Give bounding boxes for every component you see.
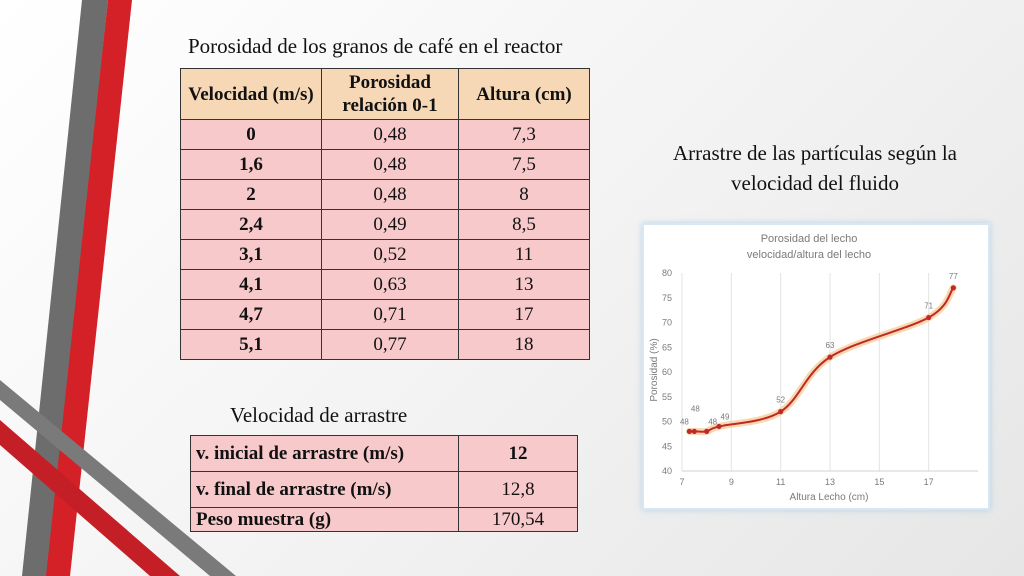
- data-point: [687, 429, 692, 434]
- final-velocity-value: 12,8: [459, 472, 578, 508]
- data-point: [704, 429, 709, 434]
- table-row: [191, 436, 578, 472]
- table-row: [181, 330, 590, 360]
- y-tick-label: 70: [661, 317, 672, 328]
- velocity-cell: 4,7: [181, 300, 322, 330]
- y-axis-label: Porosidad (%): [649, 338, 660, 402]
- porosity-cell: 0,71: [322, 300, 459, 330]
- sample-weight-value: 170,54: [459, 508, 578, 532]
- table-row: [181, 270, 590, 300]
- data-label: 63: [825, 341, 835, 351]
- table-row: [181, 150, 590, 180]
- header-height: Altura (cm): [459, 69, 590, 120]
- y-tick-label: 55: [661, 391, 672, 402]
- final-velocity-label: v. final de arrastre (m/s): [191, 472, 459, 508]
- table-header-row: [181, 69, 590, 120]
- porosity-cell: 0,52: [322, 240, 459, 270]
- initial-velocity-label: v. inicial de arrastre (m/s): [191, 436, 459, 472]
- x-axis-label: Altura Lecho (cm): [789, 492, 869, 503]
- velocity-cell: 5,1: [181, 330, 322, 360]
- data-point: [951, 285, 956, 290]
- chart-subtitle: velocidad/altura del lecho: [746, 249, 872, 261]
- y-tick-label: 80: [661, 268, 672, 278]
- x-tick-label: 15: [874, 477, 885, 487]
- y-tick-label: 75: [661, 292, 672, 303]
- velocity-cell: 0: [181, 120, 322, 150]
- table-row: [181, 210, 590, 240]
- data-label: 48: [708, 417, 718, 427]
- height-cell: 8: [459, 180, 590, 210]
- sample-weight-label: Peso muestra (g): [191, 508, 459, 532]
- porosity-table: [180, 68, 590, 360]
- x-tick-label: 17: [923, 477, 934, 487]
- porosity-cell: 0,48: [322, 120, 459, 150]
- table-row: [191, 508, 578, 532]
- data-point: [827, 355, 832, 360]
- y-tick-label: 45: [661, 441, 672, 452]
- porosity-cell: 0,48: [322, 150, 459, 180]
- velocity-cell: 1,6: [181, 150, 322, 180]
- porosity-cell: 0,49: [322, 210, 459, 240]
- data-point: [926, 315, 931, 320]
- height-cell: 7,3: [459, 120, 590, 150]
- header-velocity: Velocidad (m/s): [181, 69, 322, 120]
- x-tick-label: 13: [824, 477, 836, 487]
- y-tick-label: 60: [661, 367, 672, 377]
- table-row: [181, 180, 590, 210]
- y-tick-label: 40: [661, 466, 672, 476]
- height-cell: 7,5: [459, 150, 590, 180]
- drag-velocity-table: [190, 435, 578, 532]
- height-cell: 11: [459, 240, 590, 270]
- velocity-cell: 3,1: [181, 240, 322, 270]
- series-glow: [689, 288, 953, 432]
- data-label: 49: [720, 412, 730, 422]
- x-tick-label: 9: [728, 477, 734, 487]
- velocity-cell: 2,4: [181, 210, 322, 240]
- porosity-cell: 0,63: [322, 270, 459, 300]
- data-label: 48: [679, 417, 689, 427]
- height-cell: 17: [459, 300, 590, 330]
- table-row: [181, 120, 590, 150]
- table-row: [181, 240, 590, 270]
- data-label: 77: [948, 271, 958, 281]
- drag-table-title: Velocidad de arrastre: [230, 403, 408, 427]
- height-cell: 18: [459, 330, 590, 360]
- height-cell: 13: [459, 270, 590, 300]
- table-row: [181, 300, 590, 330]
- chart-caption: Arrastre de las partículas según la velocidad del fluido: [673, 141, 957, 195]
- table-row: [191, 472, 578, 508]
- data-point: [716, 424, 721, 429]
- y-tick-label: 50: [661, 416, 672, 427]
- porosity-cell: 0,48: [322, 180, 459, 210]
- porosity-chart: [642, 223, 990, 510]
- data-point: [778, 409, 783, 414]
- header-porosity: Porosidad relación 0-1: [322, 69, 459, 120]
- data-label: 48: [690, 404, 700, 414]
- velocity-cell: 4,1: [181, 270, 322, 300]
- chart-svg: [644, 225, 988, 508]
- velocity-cell: 2: [181, 180, 322, 210]
- x-tick-label: 11: [775, 477, 786, 487]
- height-cell: 8,5: [459, 210, 590, 240]
- x-tick-label: 7: [679, 477, 685, 487]
- initial-velocity-value: 12: [459, 436, 578, 472]
- data-label: 71: [924, 301, 934, 311]
- porosity-cell: 0,77: [322, 330, 459, 360]
- porosity-table-title: Porosidad de los granos de café en el reactor: [188, 34, 563, 58]
- y-tick-label: 65: [661, 342, 672, 353]
- chart-title: Porosidad del lecho: [760, 233, 858, 245]
- data-point: [692, 429, 697, 434]
- data-label: 52: [776, 395, 786, 405]
